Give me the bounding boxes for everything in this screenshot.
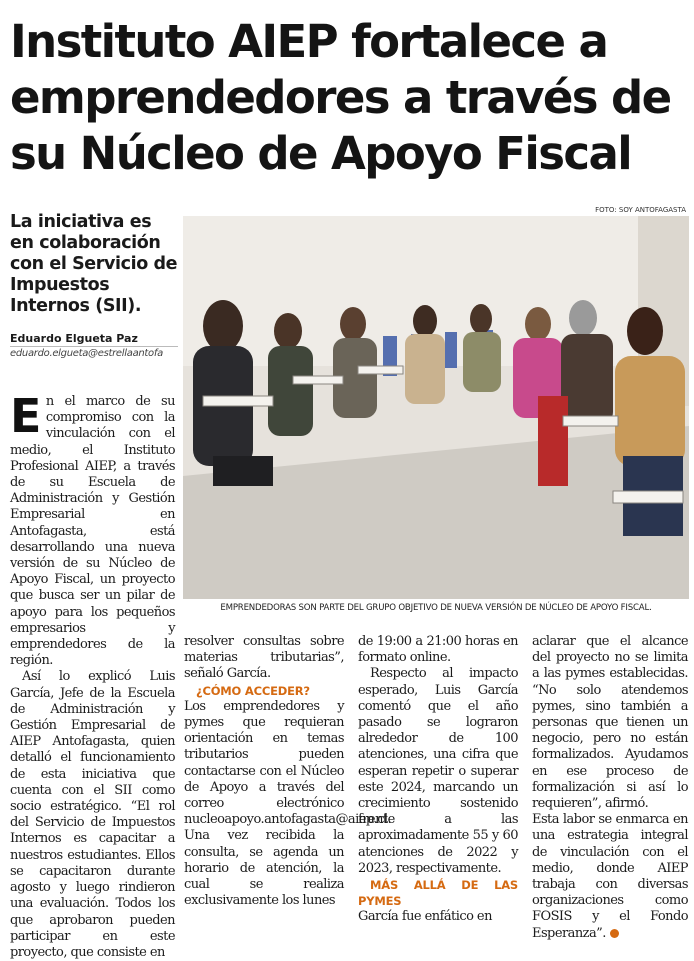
paragraph-8: aclarar que el alcance del proyecto no se limita a las pymes establecidas. “No solo atendemos pymes, sino también a personas que tienen un negocio, pero no están formalizados. Ayudamos en ese proceso de formalización si así lo requieren”, afirmó. [532,634,688,812]
subheadline: La iniciativa es en colaboración con el Servicio de Impuestos Internos (SII). [10,212,178,316]
paragraph-4: Los emprendedores y pymes que requieran orientación en temas tributarios pueden contactarse con el Núcleo de Apoyo a través del correo electrónico nucleoapoyo.antofagasta@aiep.cl. Una vez recibida la consulta, se agenda un horario de atención, la cual se realiza exclusivamente los lunes [184,698,392,909]
headline: Instituto AIEP fortalece a emprendedores a través de su Núcleo de Apoyo Fiscal [10,15,671,180]
paragraph-2: Así lo explicó Luis García, Jefe de la Escuela de Administración y Gestión Empresarial de AIEP Antofagasta, quien detalló el funcionamiento de esta iniciativa que cuenta con el SII como socio estratégico. “El rol del Servicio de Impuestos Internos es capacitar a nuestros estudiantes. Ellos se capacitaron durante agosto y luego rindieron una evaluación. Todos los que aprobaron pueden participar en este proyecto, que consiste en [10,669,175,960]
paragraph-7: García fue enfático en [358,909,492,925]
paragraph-3: resolver consultas sobre materias tributarias”, señaló García. [184,634,344,682]
article-column-2 [184,634,392,909]
paragraph-1-text: n el marco de su compromiso con la vinculación con el medio, el Instituto Profesional AIEP, a través de su Escuela de Administración y Gestión Empresarial en Antofagasta, está desarrollando una nueva versión de su Núcleo de Apoyo Fiscal, un proyecto que busca ser un pilar de apoyo para los pequeños empresarios y emprendedores de la región. [10,394,175,669]
section-heading-beyond-pymes: MÁS ALLÁ DE LAS PYMES [358,878,518,909]
photo-credit: FOTO: SOY ANTOFAGASTA [595,206,686,214]
article-column-3 [358,634,518,926]
article-column-1 [10,389,175,961]
byline [10,332,178,359]
paragraph-9-text: Esta labor se enmarca en una estrategia integral de vinculación con el medio, donde AIEP trabaja con diversas organizaciones como FOSIS y el Fondo Esperanza”. [532,812,688,941]
paragraph-6: Respecto al impacto esperado, Luis García comentó que el año pasado se lograron alrededor de 100 atenciones, una cifra que esperan repetir o superar este 2024, marcando un crecimiento sostenido frente a las aproximadamente 55 y 60 atenciones de 2022 y 2023, respectivamente. [358,666,518,876]
dropcap: E [10,389,41,443]
classroom-photo [183,216,689,599]
article-column-4 [532,634,688,942]
author-name: Eduardo Elgueta Paz [10,332,138,345]
end-mark-icon [610,929,619,938]
photo-caption: EMPRENDEDORAS SON PARTE DEL GRUPO OBJETIVO DE NUEVA VERSIÓN DE NÚCLEO DE APOYO FISCAL. [220,603,652,613]
paragraph-5: de 19:00 a 21:00 horas en formato online. [358,634,518,666]
section-heading-how-to-access: ¿CÓMO ACCEDER? [196,683,310,698]
paragraph-9 [532,812,688,942]
author-email: eduardo.elgueta@estrellaantofa [10,346,178,359]
paragraph-intro [10,389,175,669]
